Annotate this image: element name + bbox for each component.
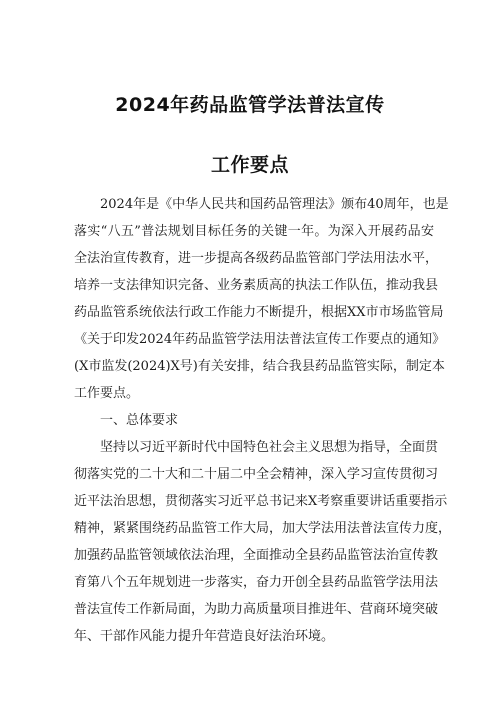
section1-line-8: 年、干部作风能力提升年营造良好法治环境。: [74, 629, 335, 644]
section-heading-overall-requirements: 一、总体要求: [100, 413, 179, 428]
intro-line-7: (X市监发(2024)X号)有关安排，结合我县药品监管实际，制定本: [74, 359, 445, 374]
intro-line-5: 药品监管系统依法行政工作能力不断提升，根据XX市市场监管局: [74, 305, 444, 320]
intro-line-3: 全法治宣传教育，进一步提高各级药品监管部门学法用法水平，: [74, 251, 439, 266]
section1-line-6: 育第八个五年规划进一步落实，奋力开创全县药品监管学法用法: [74, 575, 439, 590]
section1-line-1: 坚持以习近平新时代中国特色社会主义思想为指导，全面贯: [100, 440, 439, 455]
section1-line-7: 普法宣传工作新局面，为助力高质量项目推进年、营商环境突破: [74, 602, 439, 617]
section1-line-4: 精神，紧紧围绕药品监管工作大局，加大学法用法普法宣传力度，: [74, 521, 452, 536]
intro-line-1: 2024年是《中华人民共和国药品管理法》颁布40周年，也是: [100, 197, 449, 212]
section1-line-3: 近平法治思想，贯彻落实习近平总书记来X考察重要讲话重要指示: [74, 494, 448, 509]
intro-line-4: 培养一支法律知识完备、业务素质高的执法工作队伍，推动我县: [74, 278, 439, 293]
section1-line-2: 彻落实党的二十大和二十届二中全会精神，深入学习宣传贯彻习: [74, 467, 439, 482]
section1-line-5: 加强药品监管领域依法治理，全面推动全县药品监管法治宣传教: [74, 548, 439, 563]
intro-line-8: 工作要点。: [74, 386, 140, 401]
document-title-line-2: 工作要点: [210, 154, 289, 176]
document-title-line-1: 2024年药品监管学法普法宣传: [115, 94, 385, 116]
intro-line-2: 落实“八五”普法规划目标任务的关键一年。为深入开展药品安: [74, 224, 434, 239]
intro-line-6: 《关于印发2024年药品监管学法用法普法宣传工作要点的通知》: [74, 332, 446, 347]
